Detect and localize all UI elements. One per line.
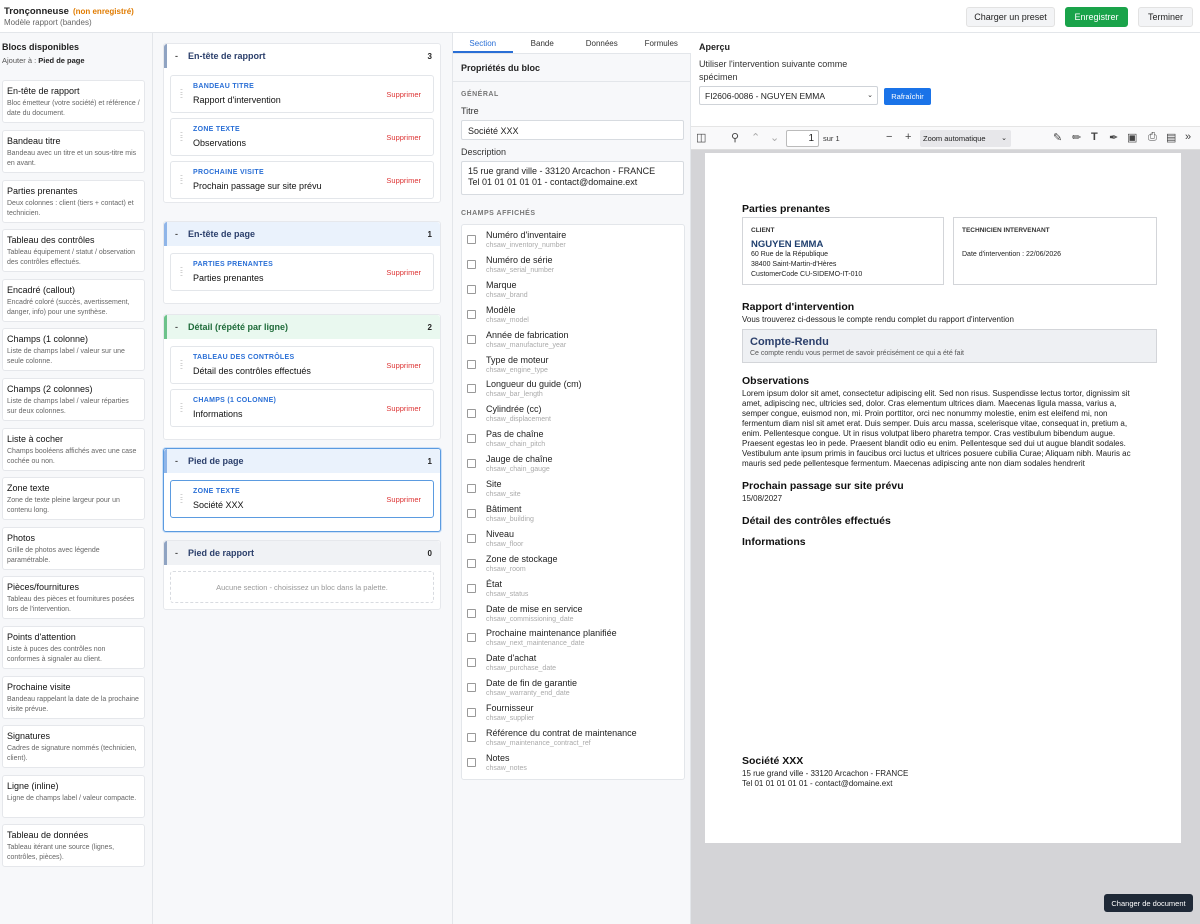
save-doc-icon[interactable]: ▤ <box>1166 132 1177 144</box>
section-count: 0 <box>427 548 432 558</box>
section-block[interactable] <box>170 75 434 113</box>
field-checkbox[interactable] <box>467 584 476 593</box>
field-checkbox[interactable] <box>467 633 476 642</box>
field-row[interactable] <box>466 652 681 677</box>
page-down-icon[interactable]: ⌄ <box>770 132 780 144</box>
field-code: chsaw_site <box>486 491 521 498</box>
palette-item-title: Points d'attention <box>7 632 76 642</box>
observation-line: Praesent egestas leo in pede. Praesent blandit odio eu enim. Pellentesque sed dui ut augue blandit sodales. <box>742 439 1126 448</box>
field-name: Longueur du guide (cm) <box>486 379 582 390</box>
palette-item-desc: Bandeau rappelant la date de la prochaine visite prévue. <box>7 696 139 713</box>
field-row[interactable] <box>466 329 681 354</box>
save-button[interactable]: Enregistrer <box>1065 7 1128 27</box>
text-icon[interactable]: T <box>1091 131 1098 143</box>
drag-handle-icon[interactable]: :: :: <box>180 359 182 371</box>
doc-client-name: NGUYEN EMMA <box>751 239 824 250</box>
palette-item[interactable] <box>2 130 145 173</box>
field-checkbox[interactable] <box>467 235 476 244</box>
field-row[interactable] <box>466 627 681 652</box>
more-tools-icon[interactable]: » <box>1185 131 1192 143</box>
block-kind: PROCHAINE VISITE <box>193 169 264 176</box>
palette-item-desc: Bloc émetteur (votre société) et référence / date du document. <box>7 100 140 117</box>
palette-item-desc: Zone de texte pleine largeur pour un contenu long. <box>7 497 120 514</box>
field-name: Année de fabrication <box>486 329 569 340</box>
observation-line: Vestibulum ante ipsum primis in faucibus orci luctus et ultrices posuere cubilia Curae; Aliquam nibh. Mauris ac <box>742 449 1131 458</box>
report-section[interactable] <box>163 540 441 610</box>
image-icon[interactable]: ▣ <box>1127 132 1138 144</box>
field-checkbox[interactable] <box>467 384 476 393</box>
field-row[interactable] <box>466 578 681 603</box>
palette-item-desc: Grille de photos avec légende paramétrable. <box>7 547 100 564</box>
block-palette <box>0 33 153 924</box>
block-label: Observations <box>193 138 247 148</box>
pdf-toolbar <box>691 126 1200 150</box>
report-section[interactable] <box>163 314 441 440</box>
doc-detail-title: Détail des contrôles effectués <box>742 515 891 527</box>
block-kind: ZONE TEXTE <box>193 488 240 495</box>
palette-item-desc: Champs booléens affichés avec une case cochée ou non. <box>7 448 137 465</box>
section-block[interactable] <box>170 389 434 427</box>
palette-item-title: Zone texte <box>7 483 50 493</box>
palette-add-target <box>2 56 85 65</box>
section-count: 2 <box>427 322 432 332</box>
drag-handle-icon[interactable]: :: :: <box>180 174 182 186</box>
block-kind: ZONE TEXTE <box>193 126 240 133</box>
observation-line: semper congue, euismod non, mi. Proin porttitor, orci nec nonummy molestie, enim est eleifend mi, non <box>742 409 1108 418</box>
field-code: chsaw_building <box>486 515 534 523</box>
palette-item-title: Liste à cocher <box>7 434 64 444</box>
palette-item-desc: Liste à puces des contrôles non conformes à signaler au client. <box>7 646 106 663</box>
field-checkbox[interactable] <box>467 559 476 568</box>
page-count: sur 1 <box>823 134 840 143</box>
field-name: Bâtiment <box>486 503 522 514</box>
drag-handle-icon[interactable]: :: :: <box>180 131 182 143</box>
tab-donnees[interactable]: Données <box>585 39 618 48</box>
doc-observations-title: Observations <box>742 375 810 387</box>
doc-client-code: CustomerCode CU-SIDEMO-IT-010 <box>751 271 863 278</box>
field-checkbox[interactable] <box>467 534 476 543</box>
doc-parties-title: Parties prenantes <box>742 203 831 215</box>
field-row[interactable] <box>466 677 681 702</box>
palette-item[interactable] <box>2 676 145 719</box>
field-name: Date de mise en service <box>486 603 583 614</box>
field-code: chsaw_next_maintenance_date <box>486 640 585 648</box>
palette-item-desc: Encadré coloré (succès, avertissement, danger, info) pour une synthèse. <box>7 299 130 316</box>
field-code: chsaw_bar_length <box>486 391 543 399</box>
draw-icon[interactable]: ✒ <box>1109 132 1119 144</box>
palette-item[interactable] <box>2 576 145 619</box>
unsaved-badge: (non enregistré) <box>72 7 134 16</box>
divider <box>453 81 691 82</box>
palette-item[interactable] <box>2 279 145 322</box>
doc-observations-text <box>742 389 1162 469</box>
section-header[interactable] <box>164 449 440 473</box>
properties-title: Propriétés du bloc <box>461 63 541 73</box>
palette-item-title: Champs (2 colonnes) <box>7 384 93 394</box>
field-name: Numéro d'inventaire <box>486 230 567 240</box>
load-preset-button[interactable]: Charger un preset <box>966 7 1055 27</box>
zoom-in-icon[interactable]: + <box>905 131 912 143</box>
specimen-select[interactable] <box>699 86 878 105</box>
palette-item[interactable] <box>2 378 145 421</box>
delete-block-button[interactable]: Supprimer <box>386 361 421 370</box>
section-count: 1 <box>427 456 432 466</box>
description-label: Description <box>461 147 507 157</box>
highlight-icon[interactable]: ✏ <box>1072 132 1082 144</box>
palette-item-title: Tableau de données <box>7 830 89 840</box>
field-row[interactable] <box>466 727 681 752</box>
add-prefix: Ajouter à : <box>2 56 37 65</box>
palette-item-title: Tableau des contrôles <box>7 235 95 245</box>
field-code: chsaw_supplier <box>486 715 535 723</box>
field-row[interactable] <box>466 453 681 478</box>
field-checkbox[interactable] <box>467 509 476 518</box>
palette-item[interactable] <box>2 775 145 818</box>
section-title: Pied de page <box>188 456 244 466</box>
drag-handle-icon[interactable]: :: :: <box>180 402 182 414</box>
delete-block-button[interactable]: Supprimer <box>386 176 421 185</box>
field-row[interactable] <box>466 603 681 628</box>
palette-item[interactable] <box>2 626 145 669</box>
palette-item-desc: Bandeau avec un titre et un sous-titre mis en avant. <box>7 150 137 167</box>
field-code: chsaw_engine_type <box>486 366 548 374</box>
print-icon[interactable]: ⎙ <box>1148 131 1157 143</box>
field-code: chsaw_maintenance_contract_ref <box>486 740 591 747</box>
field-checkbox[interactable] <box>467 484 476 493</box>
palette-item-desc: Tableau itérant une source (lignes, contrôles, pièces). <box>7 844 115 861</box>
field-checkbox[interactable] <box>467 434 476 443</box>
general-group-label: GÉNÉRAL <box>461 91 499 98</box>
app-subtitle: Modèle rapport (bandes) <box>4 18 92 27</box>
field-code: chsaw_commissioning_date <box>486 615 574 623</box>
collapse-icon[interactable]: - <box>175 51 178 61</box>
doc-report-title: Rapport d'intervention <box>742 301 855 313</box>
section-block[interactable] <box>170 118 434 156</box>
top-bar <box>0 0 1200 33</box>
palette-item-title: Photos <box>7 533 36 543</box>
section-count: 3 <box>427 51 432 61</box>
section-header[interactable] <box>164 44 440 68</box>
field-code: chsaw_floor <box>486 540 524 548</box>
field-name: Modèle <box>486 304 516 315</box>
delete-block-button[interactable]: Supprimer <box>386 268 421 277</box>
section-title: Détail (répété par ligne) <box>188 322 289 332</box>
doc-client-box <box>742 217 944 285</box>
doc-callout-subtitle: Ce compte rendu vous permet de savoir précisément ce qui a été fait <box>750 350 964 357</box>
field-row[interactable] <box>466 229 681 254</box>
search-icon[interactable]: ⚲ <box>731 132 740 144</box>
block-label: Parties prenantes <box>193 273 264 283</box>
doc-info-title: Informations <box>742 536 806 548</box>
pdf-page <box>705 153 1181 843</box>
block-label: Prochain passage sur site prévu <box>193 181 322 191</box>
chevron-down-icon: ⌄ <box>1001 135 1007 142</box>
doc-report-subtitle: Vous trouverez ci-dessous le compte rendu complet du rapport d'intervention <box>742 315 1014 324</box>
tab-bande[interactable]: Bande <box>530 39 554 48</box>
page-number-input[interactable]: 1 <box>786 130 819 147</box>
field-name: Marque <box>486 279 517 290</box>
field-code: chsaw_chain_pitch <box>486 441 546 449</box>
doc-callout-title: Compte-Rendu <box>750 336 829 348</box>
palette-item-desc: Tableau des pièces et fournitures posées lors de l'intervention. <box>7 596 135 613</box>
doc-client-addr2: 38400 Saint-Martin-d'Hères <box>751 261 837 268</box>
change-document-button[interactable]: Changer de document <box>1104 894 1193 912</box>
field-code: chsaw_status <box>486 590 529 598</box>
specimen-selected: FI2606-0086 - NGUYEN EMMA <box>705 91 825 101</box>
drag-handle-icon[interactable]: :: :: <box>180 493 182 505</box>
add-target: Pied de page <box>38 56 85 65</box>
preview-title: Aperçu <box>699 42 731 52</box>
description-line-1: 15 rue grand ville - 33120 Arcachon - FRANCE <box>468 166 656 176</box>
field-checkbox[interactable] <box>467 260 476 269</box>
block-kind: TABLEAU DES CONTRÔLES <box>193 354 295 361</box>
field-name: Numéro de série <box>486 254 553 265</box>
field-code: chsaw_serial_number <box>486 266 555 274</box>
field-row[interactable] <box>466 254 681 279</box>
finish-button[interactable]: Terminer <box>1138 7 1193 27</box>
observation-line: fermentum diam nisl sit amet erat. Duis semper. Duis arcu massa, scelerisque vitae, consequat in, pretium a, <box>742 419 1128 428</box>
palette-item-desc: Ligne de champs label / valeur compacte. <box>7 795 137 802</box>
field-checkbox[interactable] <box>467 708 476 717</box>
block-label: Société XXX <box>193 500 244 510</box>
chevron-down-icon: ⌄ <box>867 92 873 99</box>
observation-line: amet, adipiscing nec, ultricies sed, dolor. Cras elementum ultrices diam. Maecenas ligula massa, varius a, <box>742 399 1117 408</box>
field-checkbox[interactable] <box>467 285 476 294</box>
field-checkbox[interactable] <box>467 733 476 742</box>
fields-list <box>461 224 685 780</box>
field-checkbox[interactable] <box>467 658 476 667</box>
field-name: Niveau <box>486 528 515 539</box>
section-block[interactable] <box>170 253 434 291</box>
collapse-icon[interactable]: - <box>175 322 178 332</box>
block-label: Rapport d'intervention <box>193 95 281 105</box>
field-code: chsaw_displacement <box>486 416 551 424</box>
palette-item-desc: Liste de champs label / valeur réparties sur deux colonnes. <box>7 398 129 415</box>
drag-handle-icon[interactable]: :: :: <box>180 88 182 100</box>
palette-title: Blocs disponibles <box>2 42 80 52</box>
palette-item[interactable] <box>2 428 145 471</box>
doc-footer-line1: 15 rue grand ville - 33120 Arcachon - FRANCE <box>742 769 909 778</box>
field-code: chsaw_chain_gauge <box>486 466 550 474</box>
observation-line: enim. Pellentesque congue. Ut in risus volutpat libero pharetra tempor. Cras vestibulum bibendum augue. <box>742 429 1116 438</box>
collapse-icon[interactable]: - <box>175 456 178 466</box>
palette-item-title: Bandeau titre <box>7 136 61 146</box>
section-header[interactable] <box>164 315 440 339</box>
field-checkbox[interactable] <box>467 310 476 319</box>
palette-item-desc: Liste de champs label / valeur sur une seule colonne. <box>7 348 125 365</box>
field-name: Cylindrée (cc) <box>486 404 542 415</box>
preview-panel <box>691 33 1200 924</box>
field-name: Pas de chaîne <box>486 429 544 440</box>
field-name: Fournisseur <box>486 703 534 714</box>
section-header[interactable] <box>164 222 440 246</box>
title-label: Titre <box>461 106 479 116</box>
section-title: En-tête de rapport <box>188 51 266 61</box>
section-block[interactable] <box>170 480 434 518</box>
sections-panel <box>153 33 453 924</box>
specimen-label: Utiliser l'intervention suivante comme spécimen <box>699 59 848 82</box>
section-title: Pied de rapport <box>188 548 255 558</box>
field-name: Date de fin de garantie <box>486 678 578 689</box>
fields-group-label: CHAMPS AFFICHÉS <box>461 210 536 217</box>
properties-tabs <box>453 33 691 54</box>
doc-footer-line2: Tel 01 01 01 01 01 - contact@domaine.ext <box>742 779 893 788</box>
description-textarea[interactable] <box>461 161 684 195</box>
field-code: chsaw_inventory_number <box>486 242 566 249</box>
palette-item[interactable] <box>2 824 145 867</box>
field-code: chsaw_purchase_date <box>486 665 557 673</box>
properties-panel <box>453 33 691 924</box>
zoom-out-icon[interactable]: − <box>886 131 893 143</box>
field-checkbox[interactable] <box>467 683 476 692</box>
zoom-select[interactable] <box>920 130 1011 147</box>
delete-block-button[interactable]: Supprimer <box>386 133 421 142</box>
collapse-icon[interactable]: - <box>175 229 178 239</box>
block-kind: PARTIES PRENANTES <box>193 261 274 268</box>
field-name: État <box>486 578 503 589</box>
palette-item[interactable] <box>2 725 145 768</box>
palette-item[interactable] <box>2 80 145 123</box>
palette-item[interactable] <box>2 527 145 570</box>
field-checkbox[interactable] <box>467 459 476 468</box>
section-count: 1 <box>427 229 432 239</box>
section-title: En-tête de page <box>188 229 256 239</box>
field-code: chsaw_room <box>486 565 526 573</box>
field-checkbox[interactable] <box>467 409 476 418</box>
field-checkbox[interactable] <box>467 360 476 369</box>
doc-technician-box <box>953 217 1157 285</box>
field-checkbox[interactable] <box>467 758 476 767</box>
block-label: Informations <box>193 409 243 419</box>
field-code: chsaw_manufacture_year <box>486 341 567 349</box>
block-label: Détail des contrôles effectués <box>193 366 311 376</box>
pdf-viewer <box>691 150 1200 924</box>
field-row[interactable] <box>466 304 681 329</box>
palette-item-desc: Deux colonnes : client (tiers + contact) et technicien. <box>7 200 134 217</box>
doc-client-addr1: 60 Rue de la République <box>751 251 829 258</box>
field-row[interactable] <box>466 354 681 379</box>
delete-block-button[interactable]: Supprimer <box>386 404 421 413</box>
delete-block-button[interactable]: Supprimer <box>386 495 421 504</box>
app-title-text: Tronçonneuse <box>4 6 69 17</box>
palette-item-desc: Cadres de signature nommés (technicien, client). <box>7 745 137 762</box>
empty-section-hint: Aucune section - choisissez un bloc dans la palette. <box>170 571 434 603</box>
field-row[interactable] <box>466 553 681 578</box>
palette-item[interactable] <box>2 229 145 272</box>
doc-next-visit-date: 15/08/2027 <box>742 494 783 503</box>
field-row[interactable] <box>466 378 681 403</box>
palette-item[interactable] <box>2 477 145 520</box>
field-row[interactable] <box>466 503 681 528</box>
sidebar-toggle-icon[interactable]: ◫ <box>696 132 707 144</box>
field-code: chsaw_brand <box>486 291 528 299</box>
field-name: Date d'achat <box>486 653 537 664</box>
field-name: Site <box>486 479 502 489</box>
delete-block-button[interactable]: Supprimer <box>386 90 421 99</box>
palette-item-title: Prochaine visite <box>7 682 71 692</box>
page-up-icon[interactable]: ⌃ <box>751 132 761 144</box>
field-name: Jauge de chaîne <box>486 454 553 465</box>
doc-client-label: CLIENT <box>751 227 775 234</box>
edit-icon[interactable]: ✎ <box>1053 132 1063 144</box>
field-code: chsaw_model <box>486 316 529 324</box>
observation-line: mauris sed pede pellentesque fermentum. Maecenas adipiscing ante non diam sodales hendrerit <box>742 459 1085 468</box>
palette-item-title: Encadré (callout) <box>7 285 76 295</box>
description-line-2: Tel 01 01 01 01 01 - contact@domaine.ext <box>468 177 638 187</box>
field-row[interactable] <box>466 752 681 777</box>
field-row[interactable] <box>466 702 681 727</box>
field-name: Prochaine maintenance planifiée <box>486 628 617 639</box>
palette-item-title: Ligne (inline) <box>7 781 59 791</box>
report-section[interactable] <box>163 448 441 532</box>
section-header[interactable] <box>164 541 440 565</box>
observation-line: Lorem ipsum dolor sit amet, consectetur adipiscing elit. Sed non risus. Suspendisse lectus tortor, dignissim sit <box>742 389 1130 398</box>
tab-section[interactable]: Section <box>453 33 513 53</box>
field-name: Type de moteur <box>486 354 549 365</box>
palette-item-title: Signatures <box>7 731 51 741</box>
palette-item-title: Pièces/fournitures <box>7 582 80 592</box>
zoom-value: Zoom automatique <box>923 134 986 143</box>
palette-item[interactable] <box>2 180 145 223</box>
section-block[interactable] <box>170 161 434 199</box>
field-checkbox[interactable] <box>467 335 476 344</box>
section-block[interactable] <box>170 346 434 384</box>
doc-tech-date: Date d'intervention : 22/06/2026 <box>962 251 1062 258</box>
field-name: Zone de stockage <box>486 553 558 564</box>
palette-item[interactable] <box>2 328 145 371</box>
title-input[interactable]: Société XXX <box>461 120 684 140</box>
refresh-button[interactable]: Rafraîchir <box>884 88 931 105</box>
field-code: chsaw_notes <box>486 764 527 772</box>
palette-item-desc: Tableau équipement / statut / observation des contrôles effectués. <box>7 249 136 266</box>
palette-item-title: Parties prenantes <box>7 186 78 196</box>
field-row[interactable] <box>466 528 681 553</box>
field-name: Référence du contrat de maintenance <box>486 728 637 738</box>
field-row[interactable] <box>466 279 681 304</box>
field-row[interactable] <box>466 403 681 428</box>
doc-tech-label: TECHNICIEN INTERVENANT <box>962 227 1050 234</box>
field-row[interactable] <box>466 428 681 453</box>
doc-callout <box>742 329 1157 363</box>
report-section[interactable] <box>163 43 441 203</box>
field-name: Notes <box>486 752 510 763</box>
doc-footer-name: Société XXX <box>742 755 804 767</box>
field-row[interactable] <box>466 478 681 503</box>
block-kind: BANDEAU TITRE <box>193 83 255 90</box>
app-title <box>4 6 134 17</box>
tab-formules[interactable]: Formules <box>644 39 678 48</box>
collapse-icon[interactable]: - <box>175 548 178 558</box>
report-section[interactable] <box>163 221 441 304</box>
block-kind: CHAMPS (1 COLONNE) <box>193 397 277 404</box>
palette-item-title: Champs (1 colonne) <box>7 334 89 344</box>
doc-next-visit-title: Prochain passage sur site prévu <box>742 480 904 492</box>
field-code: chsaw_warranty_end_date <box>486 690 570 698</box>
palette-item-title: En-tête de rapport <box>7 86 80 96</box>
field-checkbox[interactable] <box>467 609 476 618</box>
drag-handle-icon[interactable]: :: :: <box>180 266 182 278</box>
